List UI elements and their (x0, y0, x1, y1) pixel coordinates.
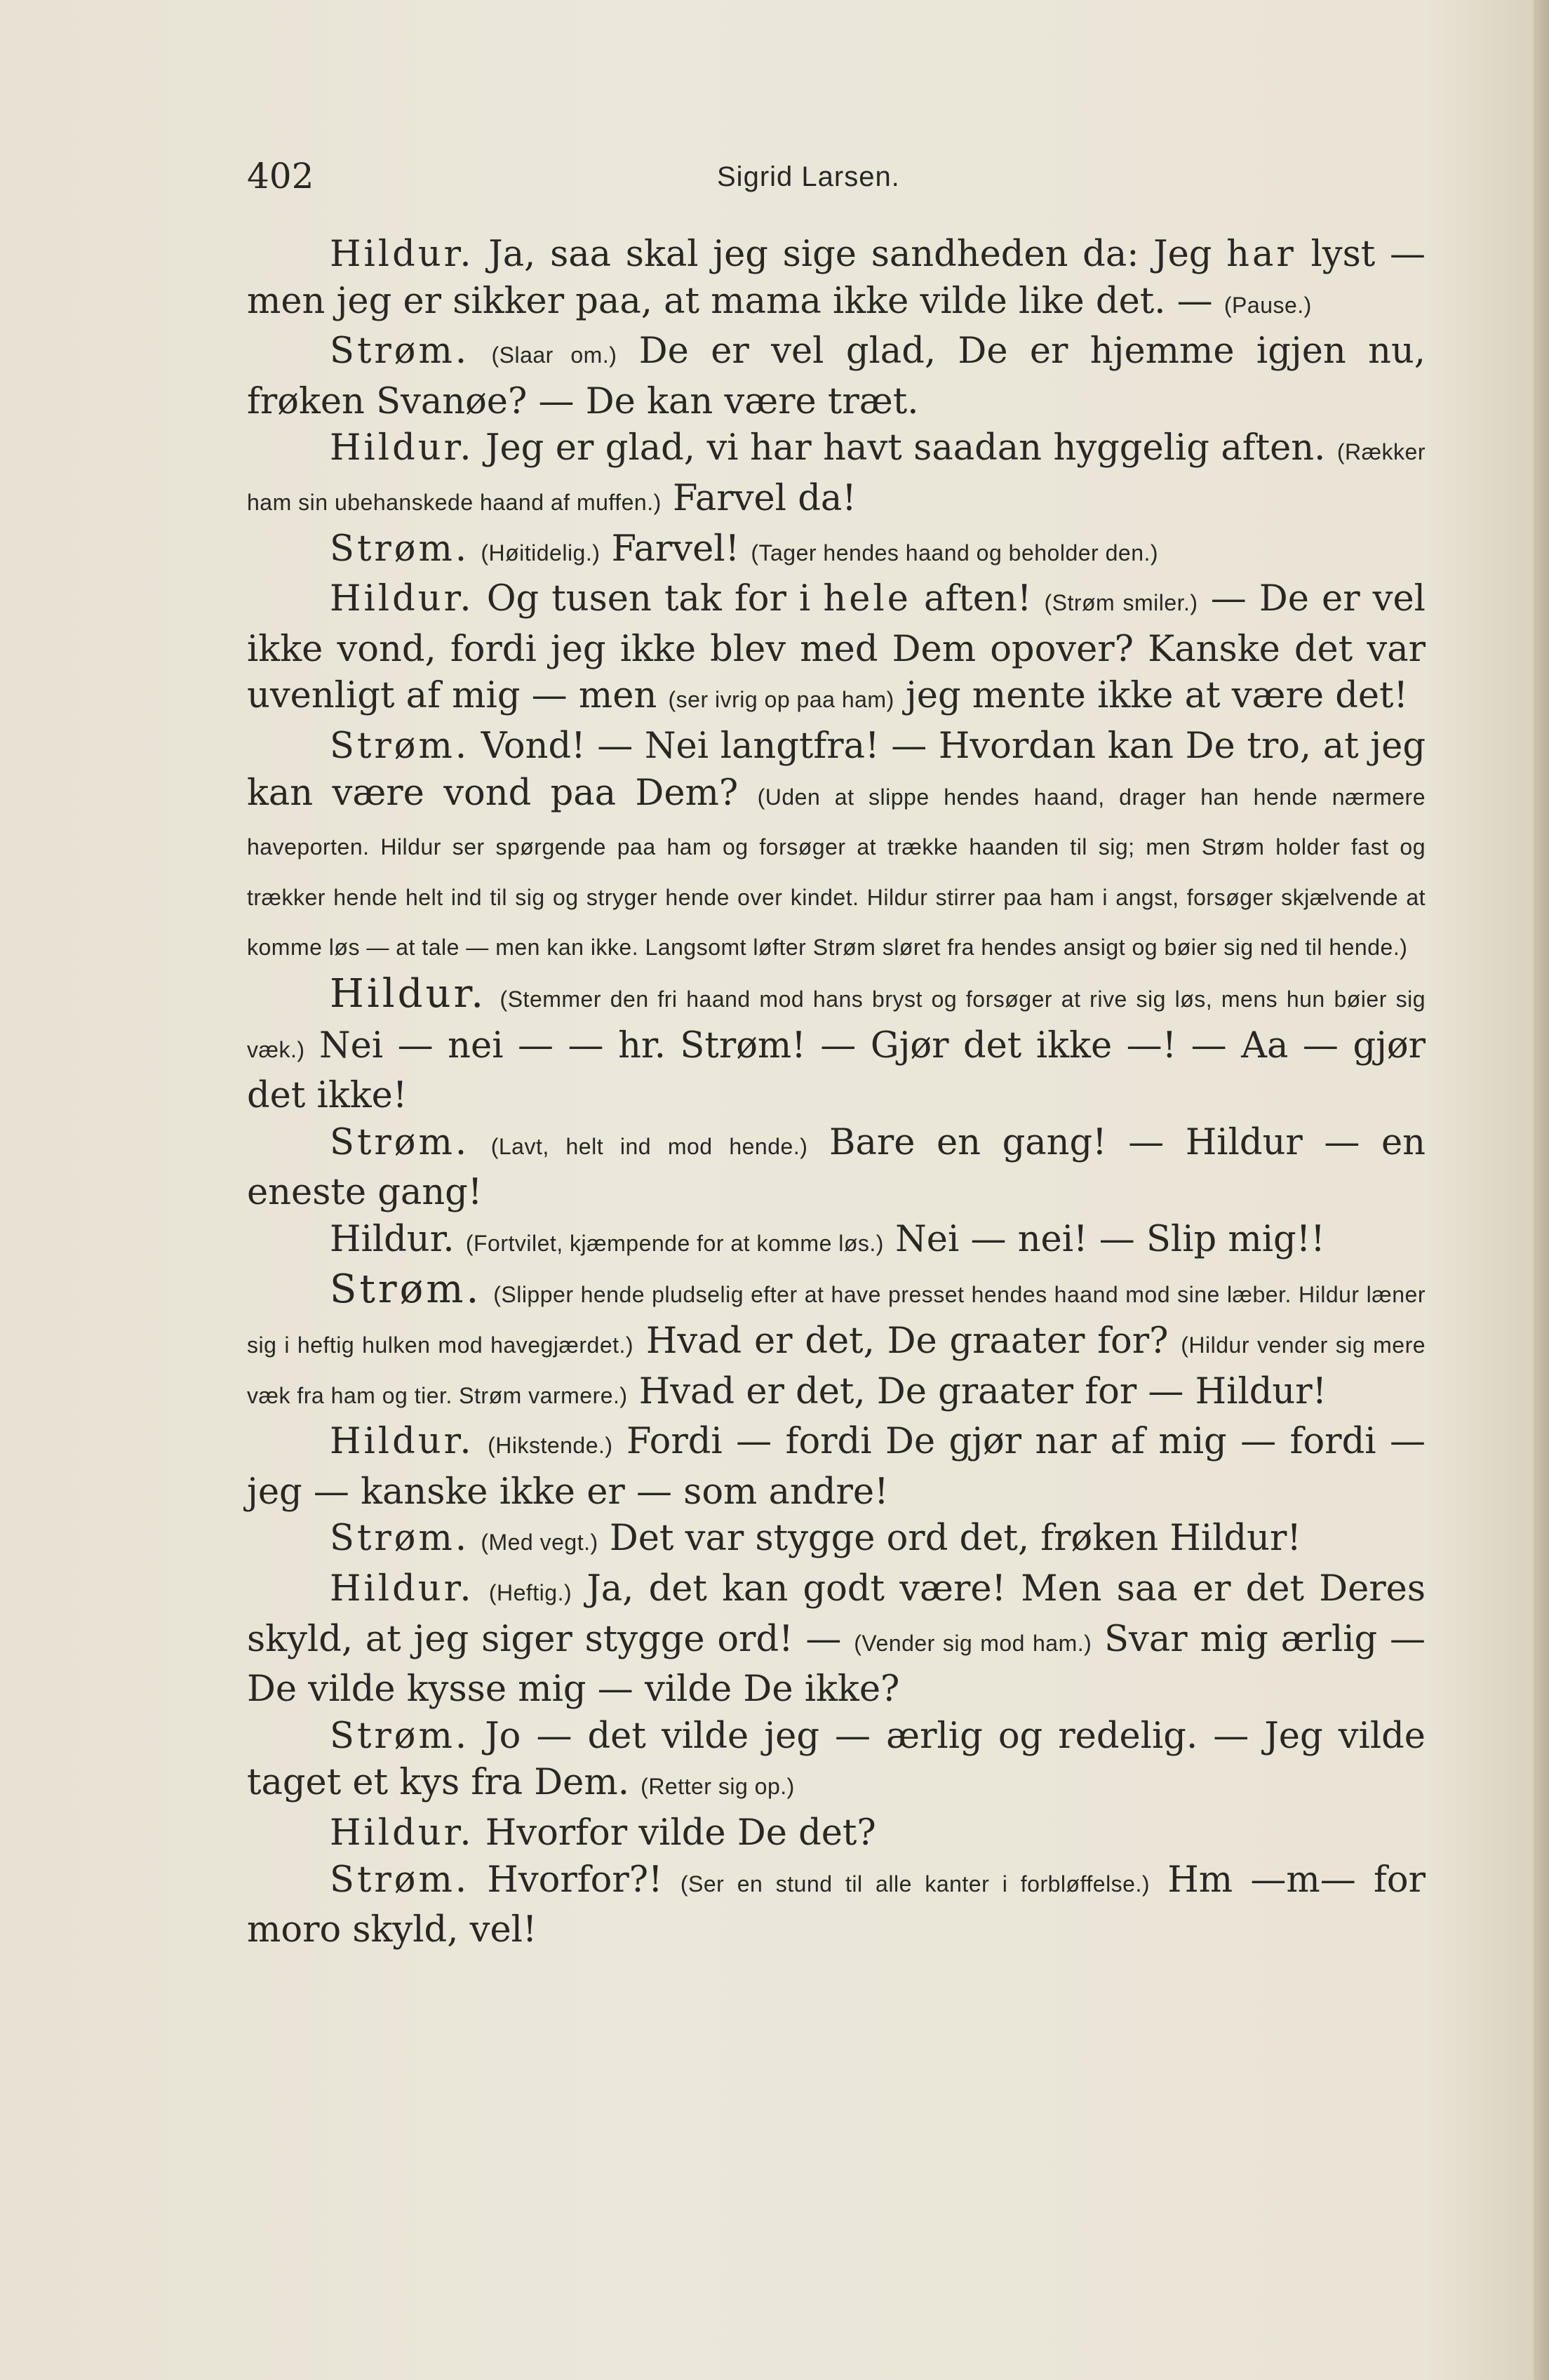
speech-paragraph (247, 1566, 1426, 1713)
stage-direction: (Med vegt.) (481, 1530, 598, 1556)
speech-text (486, 975, 500, 1016)
speech-text: Jo — det vilde jeg — ærlig og redelig. — Jeg vilde taget et kys fra Dem. (247, 1715, 1426, 1804)
speech-paragraph (247, 1419, 1426, 1516)
speech-text (455, 1219, 466, 1260)
speech-text: Det var stygge ord det, frøken Hildur! (598, 1518, 1301, 1560)
speech-paragraph (247, 526, 1426, 577)
running-title: Sigrid Larsen. (717, 161, 900, 192)
speech-text: Hvad er det, De graater for — Hildur! (627, 1370, 1327, 1412)
stage-direction: (Ser en stund til alle kanter i forbløffelse.) (680, 1871, 1151, 1897)
speaker-name: Strøm. (330, 1518, 470, 1560)
speaker-name: Strøm. (330, 330, 470, 373)
stage-direction: (Rækker ham sin ubehanskede haand af muffen.) (247, 439, 1426, 515)
stage-direction: (ser ivrig op paa ham) (668, 687, 894, 713)
speech-paragraph (247, 1516, 1426, 1566)
stage-direction: (Retter sig op.) (641, 1774, 795, 1800)
speaker-name: Hildur. (330, 578, 474, 620)
stage-direction: (Vender sig mod ham.) (854, 1630, 1092, 1656)
speech-paragraph (247, 232, 1426, 328)
speech-text: Nei — nei — — hr. Strøm! — Gjør det ikke —! — Aa — gjør det ikke! (247, 1024, 1426, 1117)
stage-direction: (Tager hendes haand og beholder den.) (751, 540, 1159, 566)
speech-text: Farvel! (600, 528, 751, 570)
speech-paragraph (247, 576, 1426, 723)
page-number: 402 (247, 156, 314, 196)
speech-text (474, 1568, 489, 1610)
speaker-name: Strøm. (330, 1266, 482, 1313)
speaker-name: Strøm. (330, 1121, 470, 1163)
speaker-name: Hildur. (330, 1812, 474, 1854)
speech-text: aften! (911, 578, 1045, 620)
speech-text: Hvorfor vilde De det? (474, 1812, 876, 1854)
speech-text: Svar mig ærlig — De vilde kysse mig — vilde De ikke? (247, 1618, 1426, 1711)
speech-text (481, 1270, 493, 1311)
stage-direction: (Høitidelig.) (481, 540, 601, 566)
speech-text: lyst — men jeg er sikker paa, at mama ikke vilde like det. — (247, 234, 1426, 322)
speech-paragraph (247, 1120, 1426, 1217)
speech-paragraph (247, 328, 1426, 425)
speaker-name: Hildur. (330, 1218, 455, 1260)
speech-text: Hvad er det, De graater for? (633, 1321, 1181, 1363)
stage-direction: (Hikstende.) (488, 1433, 613, 1459)
speech-text (469, 1122, 491, 1163)
speech-paragraph (247, 971, 1426, 1120)
speech-paragraph (247, 723, 1426, 971)
play-text (247, 232, 1426, 1954)
speech-text: Hvorfor?! (469, 1859, 680, 1901)
speech-text: har (1226, 234, 1296, 275)
speech-text: Vond! — Nei langtfra! — Hvordan kan De tro, at jeg kan være vond paa Dem? (247, 725, 1426, 814)
speaker-name: Hildur. (330, 970, 486, 1017)
stage-direction: (Slaar om.) (491, 342, 617, 368)
speech-text: Hm —m— for moro skyld, vel! (247, 1859, 1426, 1951)
speech-text: — De er vel ikke vond, fordi jeg ikke blev med Dem opover? Kanske det var uvenligt af mig — men (247, 578, 1426, 717)
stage-direction: (Fortvilet, kjæmpende for at komme løs.) (465, 1230, 884, 1256)
speech-paragraph (247, 1810, 1426, 1857)
speaker-name: Strøm. (330, 725, 470, 767)
stage-direction: (Strøm smiler.) (1044, 590, 1198, 616)
speaker-name: Strøm. (330, 1859, 470, 1901)
stage-direction: (Stemmer den fri haand mod hans bryst og forsøger at rive sig løs, mens hun bøier sig væk.) (247, 986, 1426, 1062)
speech-paragraph (247, 1857, 1426, 1954)
stage-direction: (Slipper hende pludselig efter at have presset hendes haand mod sine læber. Hildur læner sig i heftig hulken mod havegjærdet.) (247, 1282, 1426, 1358)
speech-text: Farvel da! (661, 477, 857, 519)
stage-direction: (Uden at slippe hendes haand, drager han hende nærmere haveporten. Hildur ser spørgende paa ham og forsøger at trække haanden til sig; men Strøm holder fast og trækker hende helt ind til sig og stryger hende over kindet. Hildur stirrer paa ham i angst, forsøger skjælvende at komme løs — at tale — men kan ikke. Langsomt løfter Strøm sløret fra hendes ansigt og bøier sig ned til hende.) (247, 784, 1426, 961)
speech-text: De er vel glad, De er hjemme igjen nu, frøken Svanøe? — De kan være træt. (247, 330, 1426, 422)
speaker-name: Hildur. (330, 427, 474, 469)
speech-text: Bare en gang! — Hildur — en eneste gang! (247, 1121, 1426, 1214)
stage-direction: (Hildur vender sig mere væk fra ham og tier. Strøm varmere.) (247, 1332, 1426, 1408)
speech-text: hele (823, 578, 911, 620)
speech-text: Ja, saa skal jeg sige sandheden da: Jeg (474, 234, 1227, 275)
speaker-name: Strøm. (330, 1715, 470, 1757)
stage-direction: (Lavt, helt ind mod hende.) (490, 1133, 808, 1159)
speech-text: Fordi — fordi De gjør nar af mig — fordi — jeg — kanske ikke er — som andre! (247, 1421, 1426, 1513)
speech-text: jeg mente ikke at være det! (894, 675, 1409, 717)
speech-text (469, 330, 491, 372)
speech-text (469, 1518, 481, 1559)
speech-paragraph (247, 425, 1426, 526)
page-edge (1534, 0, 1549, 2380)
speaker-name: Strøm. (330, 528, 470, 570)
speech-text (469, 528, 481, 570)
speech-text: Nei — nei! — Slip mig!! (883, 1218, 1325, 1260)
stage-direction: (Pause.) (1223, 292, 1312, 318)
speaker-name: Hildur. (330, 234, 474, 275)
speech-text: Og tusen tak for i (474, 578, 824, 620)
speech-text (474, 1421, 488, 1462)
speaker-name: Hildur. (330, 1421, 474, 1463)
speech-paragraph (247, 1713, 1426, 1810)
speech-text: Ja, det kan godt være! Men saa er det Deres skyld, at jeg siger stygge ord! — (247, 1568, 1426, 1660)
speech-paragraph (247, 1266, 1426, 1419)
speech-text: Jeg er glad, vi har havt saadan hyggelig aften. (474, 427, 1337, 469)
page-header (0, 156, 1549, 205)
stage-direction: (Heftig.) (488, 1580, 572, 1606)
speaker-name: Hildur. (330, 1568, 474, 1610)
speech-paragraph (247, 1217, 1426, 1267)
